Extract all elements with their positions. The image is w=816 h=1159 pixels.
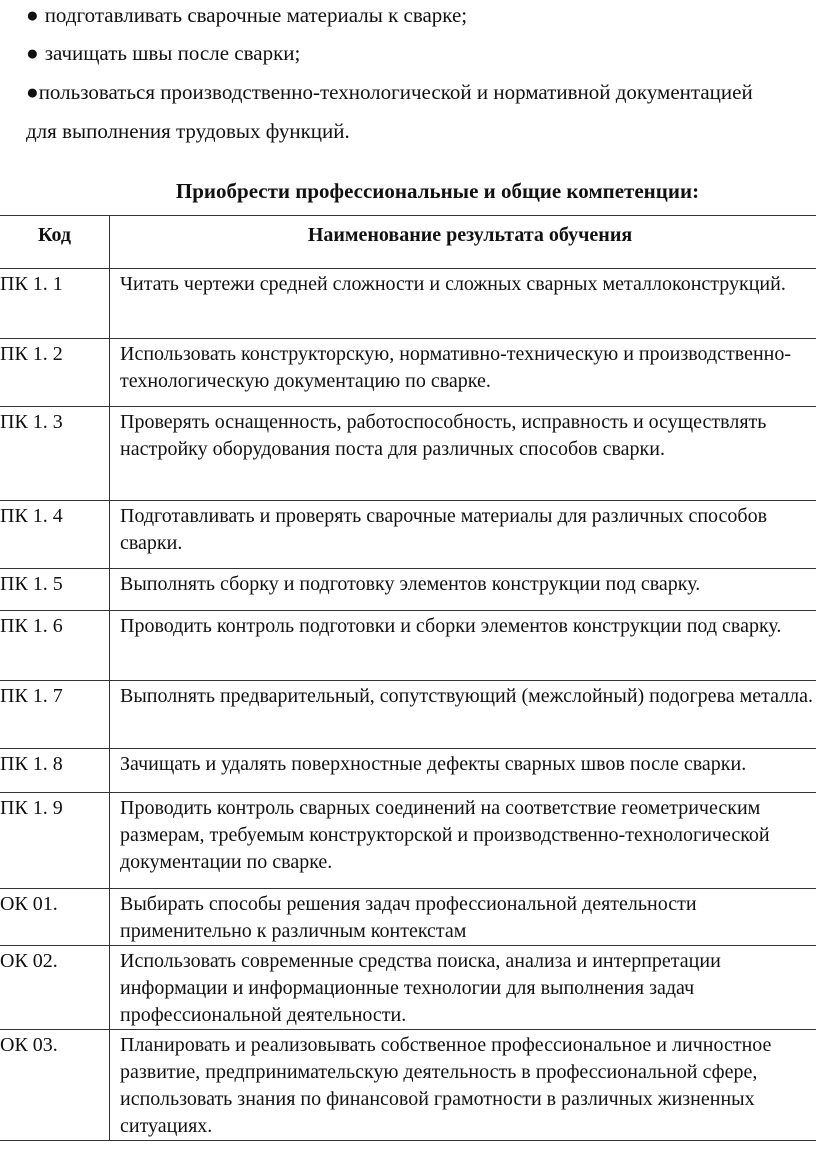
bullet-text: подготавливать сварочные материалы к сварке; [44,3,468,27]
competencies-table [0,215,816,1141]
table-row [0,793,816,889]
row-name: Зачищать и удалять поверхностные дефекты сварных швов после сварки. [110,749,816,793]
table-row [0,407,816,501]
row-code: ПК 1. 5 [0,569,110,611]
bullet-text: пользоваться производственно-технологической и нормативной документацией [38,80,753,104]
row-code: ОК 02. [0,946,110,1030]
header-code: Код [0,216,110,269]
table-header-row [0,216,816,269]
row-code: ПК 1. 6 [0,611,110,681]
header-name: Наименование результата обучения [110,216,816,269]
row-code: ПК 1. 8 [0,749,110,793]
row-name: Выполнять предварительный, сопутствующий (межслойный) подогрева металла. [110,681,816,749]
table-row [0,889,816,946]
row-code: ПК 1. 7 [0,681,110,749]
table-row [0,501,816,569]
row-code: ПК 1. 4 [0,501,110,569]
bullet-marker-icon: ● [26,41,39,65]
table-row [0,569,816,611]
bullet-marker-icon: ● [26,80,39,104]
row-code: ПК 1. 1 [0,269,110,339]
row-name: Проверять оснащенность, работоспособность, исправность и осуществлять настройку оборудования поста для различных способов сварки. [110,407,816,501]
bullet-text: зачищать швы после сварки; [44,41,301,65]
row-code: ОК 03. [0,1030,110,1141]
bullet-item [26,40,300,66]
table-row [0,681,816,749]
row-name: Выбирать способы решения задач профессиональной деятельности применительно к различным контекстам [110,889,816,946]
table-row [0,1030,816,1141]
row-name: Проводить контроль сварных соединений на соответствие геометрическим размерам, требуемым конструкторской и производственно-технологической документации по сварке. [110,793,816,889]
bullet-item [26,2,467,28]
bullet-continuation: для выполнения трудовых функций. [26,119,350,143]
bullet-marker-icon: ● [26,3,39,27]
row-name: Подготавливать и проверять сварочные материалы для различных способов сварки. [110,501,816,569]
row-code: ПК 1. 3 [0,407,110,501]
section-title: Приобрести профессиональные и общие компетенции: [175,179,700,203]
table-row [0,611,816,681]
row-name: Проводить контроль подготовки и сборки элементов конструкции под сварку. [110,611,816,681]
row-code: ПК 1. 2 [0,339,110,407]
table-row [0,946,816,1030]
table-row [0,749,816,793]
table-row [0,269,816,339]
row-name: Выполнять сборку и подготовку элементов конструкции под сварку. [110,569,816,611]
row-name: Читать чертежи средней сложности и сложных сварных металлоконструкций. [110,269,816,339]
row-name: Планировать и реализовывать собственное профессиональное и личностное развитие, предпринимательскую деятельность в профессиональной сфере, использовать знания по финансовой грамотности в различных жизненных ситуациях. [110,1030,816,1141]
row-name: Использовать современные средства поиска, анализа и интерпретации информации и информационные технологии для выполнения задач профессиональной деятельности. [110,946,816,1030]
row-code: ПК 1. 9 [0,793,110,889]
table-row [0,339,816,407]
bullet-item [26,79,753,105]
row-code: ОК 01. [0,889,110,946]
row-name: Использовать конструкторскую, нормативно-техническую и производственно-технологическую документацию по сварке. [110,339,816,407]
